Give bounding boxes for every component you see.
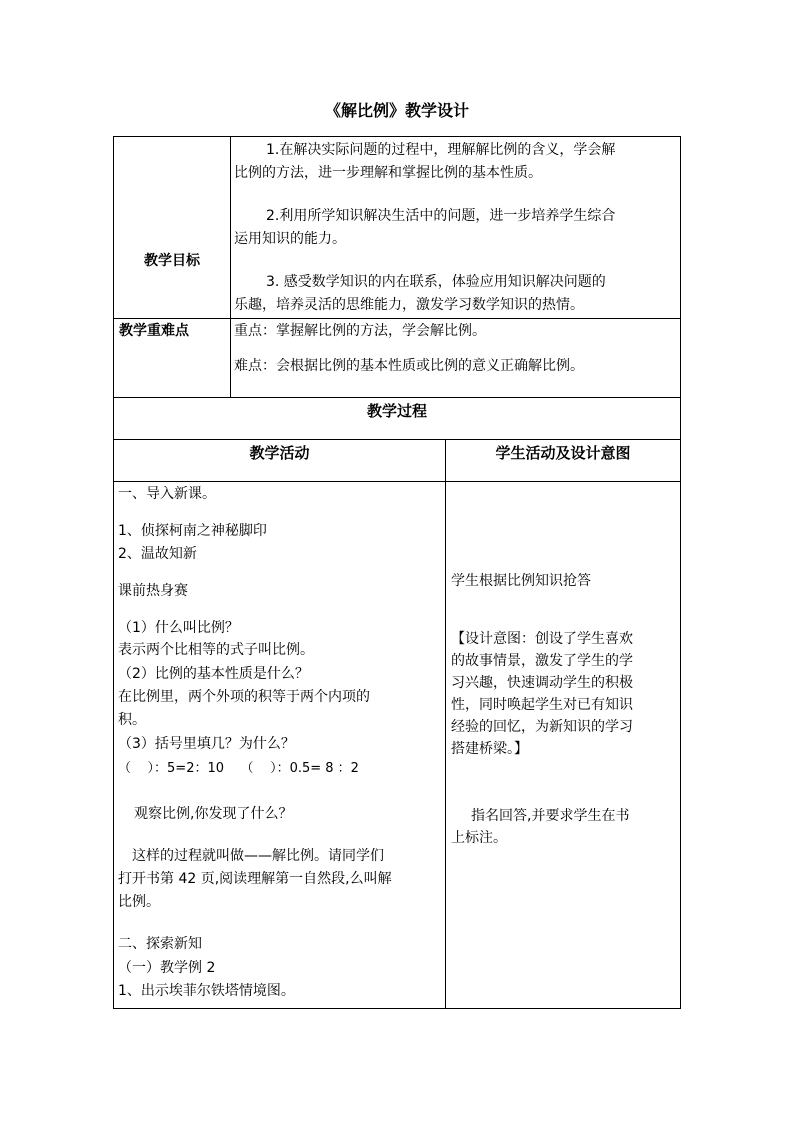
design-intent-line-3: 习兴趣，快速调动学生的积极 <box>451 675 633 691</box>
design-intent-line-6: 搭建桥梁。】 <box>451 741 528 757</box>
section-2-item-1: （一）教学例 2 <box>118 960 216 976</box>
objective-2-line-1: 2.利用所学知识解决生活中的问题，进一步培养学生综合 <box>266 208 616 224</box>
page-title: 《解比例》教学设计 <box>324 101 469 120</box>
section-1-item-2: 2、温故知新 <box>118 546 197 562</box>
question-1: （1）什么叫比例？ <box>118 620 239 636</box>
warmup-heading: 课前热身赛 <box>118 583 188 599</box>
answer-2-line-1: 在比例里，两个外项的积等于两个内项的 <box>118 689 370 705</box>
process-desc-line-2: 打开书第 42 页,阅读理解第一自然段,么叫解 <box>118 871 392 887</box>
design-intent-line-2: 的故事情景，激发了学生的学 <box>451 653 633 669</box>
design-intent-line-1: 【设计意图：创设了学生喜欢 <box>451 631 633 647</box>
observe-prompt: 观察比例,你发现了什么？ <box>134 806 293 822</box>
student-note-line-2: 上标注。 <box>451 830 507 846</box>
objectives-label: 教学目标 <box>144 253 200 269</box>
objective-1-line-2: 比例的方法，进一步理解和掌握比例的基本性质。 <box>234 165 542 181</box>
answer-1: 表示两个比相等的式子叫比例。 <box>118 642 314 658</box>
equation-line: （ ）：5=2：10 （ ）：0.5= 8 ：2 <box>118 761 359 776</box>
student-note-line-1: 指名回答,并要求学生在书 <box>471 808 630 824</box>
objective-2-line-2: 运用知识的能力。 <box>234 231 346 247</box>
process-desc-line-1: 这样的过程就叫做——解比例。请同学们 <box>132 848 384 864</box>
row-divider <box>114 481 680 482</box>
key-points-label: 教学重难点 <box>119 323 189 339</box>
student-column-header: 学生活动及设计意图 <box>495 444 631 462</box>
section-1-heading: 一、导入新课。 <box>118 486 216 502</box>
section-2-heading: 二、探索新知 <box>118 936 202 952</box>
process-desc-line-3: 比例。 <box>118 894 160 910</box>
objective-1-line-1: 1.在解决实际问题的过程中，理解解比例的含义，学会解 <box>266 142 616 158</box>
question-3: （3）括号里填几？为什么？ <box>118 736 295 752</box>
row-divider <box>114 318 680 319</box>
objective-3-line-1: 3. 感受数学知识的内在联系，体验应用知识解决问题的 <box>266 274 606 290</box>
student-answer: 学生根据比例知识抢答 <box>451 573 591 589</box>
design-intent-line-4: 性，同时唤起学生对已有知识 <box>451 697 633 713</box>
section-2-item-2: 1、出示埃菲尔铁塔情境图。 <box>118 983 295 999</box>
column-divider <box>445 439 446 1008</box>
question-2: （2）比例的基本性质是什么？ <box>118 666 309 682</box>
key-point-difficulty: 难点：会根据比例的基本性质或比例的意义正确解比例。 <box>234 358 584 374</box>
lesson-plan-table <box>113 136 681 1009</box>
row-divider <box>114 397 680 398</box>
column-divider <box>230 137 231 397</box>
teacher-column-header: 教学活动 <box>249 444 310 462</box>
row-divider <box>114 439 680 440</box>
design-intent-line-5: 经验的回忆，为新知识的学习 <box>451 719 633 735</box>
answer-2-line-2: 积。 <box>118 712 146 728</box>
objective-3-line-2: 乐趣，培养灵活的思维能力，激发学习数学知识的热情。 <box>234 297 584 313</box>
section-1-item-1: 1、侦探柯南之神秘脚印 <box>118 523 267 539</box>
key-point-focus: 重点：掌握解比例的方法，学会解比例。 <box>234 323 486 339</box>
process-heading: 教学过程 <box>366 402 427 420</box>
